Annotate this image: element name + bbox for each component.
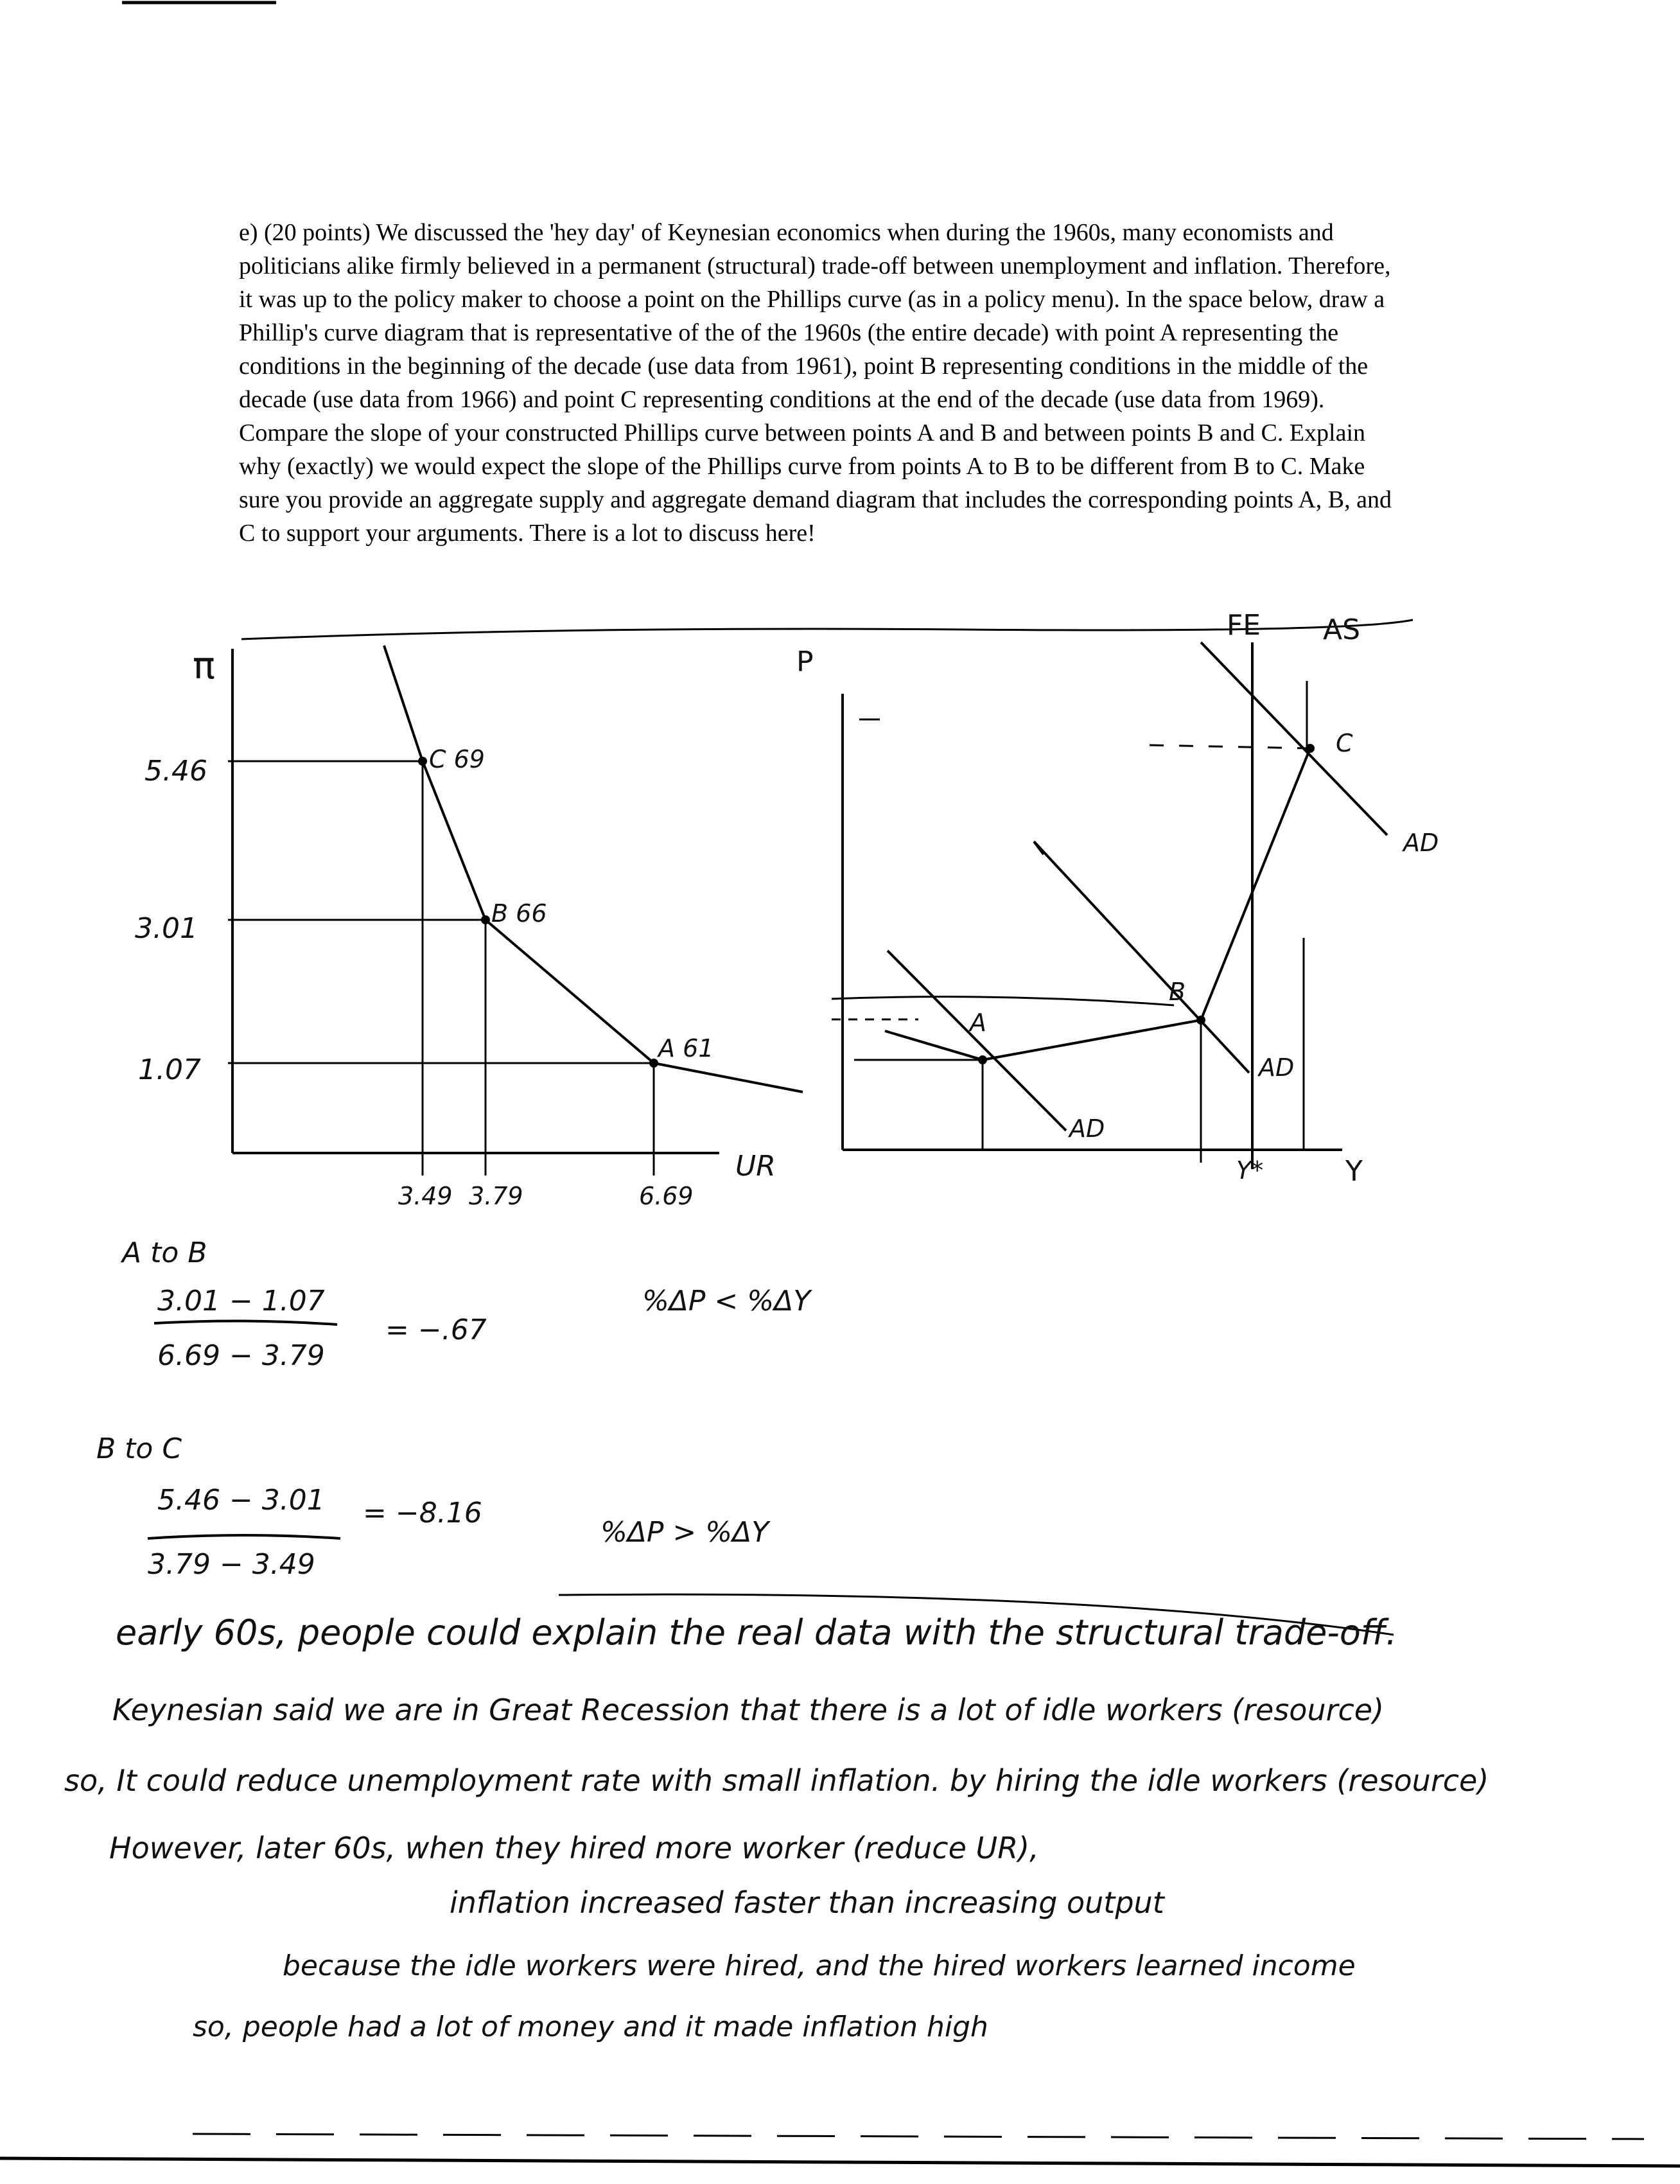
asad-point-b bbox=[1196, 1016, 1205, 1025]
fraction-bar-bc bbox=[148, 1535, 340, 1538]
label-c69: C 69 bbox=[429, 745, 485, 773]
note-line-4: However, later 60s, when they hired more worker (reduce UR), bbox=[109, 1831, 1039, 1865]
b-to-c-denominator: 3.79 − 3.49 bbox=[148, 1548, 315, 1581]
b-to-c-numerator: 5.46 − 3.01 bbox=[157, 1484, 325, 1517]
guide-c-dashed bbox=[1150, 745, 1310, 748]
guide-b-horizontal bbox=[832, 997, 1174, 1005]
point-b bbox=[481, 915, 490, 924]
y-tick-107: 1.07 bbox=[138, 1053, 201, 1086]
a-to-b-numerator: 3.01 − 1.07 bbox=[157, 1285, 325, 1317]
label-b66: B 66 bbox=[491, 899, 547, 928]
scan-bottom-edge bbox=[0, 2158, 1680, 2166]
asad-y-label: P bbox=[796, 646, 814, 678]
fe-label: FE bbox=[1227, 609, 1261, 642]
a-to-b-compare: %ΔP < %ΔY bbox=[642, 1285, 811, 1317]
yf-label: Y* bbox=[1236, 1156, 1264, 1184]
asad-label-b: B bbox=[1169, 978, 1186, 1006]
asad-x-label: Y bbox=[1345, 1155, 1363, 1188]
phillips-x-label: UR bbox=[735, 1150, 776, 1183]
ad-curve-2-tip bbox=[1034, 841, 1044, 854]
a-to-b-denominator: 6.69 − 3.79 bbox=[157, 1339, 325, 1372]
note-line-7: so, people had a lot of money and it made inflation high bbox=[193, 2011, 988, 2043]
asad-label-c: C bbox=[1336, 729, 1353, 757]
bottom-line bbox=[193, 2134, 1644, 2139]
note-line-5: inflation increased faster than increasing output bbox=[450, 1885, 1164, 1920]
b-to-c-result: = −8.16 bbox=[363, 1497, 482, 1529]
x-tick-669: 6.69 bbox=[639, 1182, 694, 1210]
note-line-6: because the idle workers were hired, and the hired workers learned income bbox=[283, 1950, 1356, 1982]
ad-label-1: AD bbox=[1069, 1114, 1105, 1143]
b-to-c-compare: %ΔP > %ΔY bbox=[600, 1516, 769, 1549]
point-c bbox=[418, 757, 427, 766]
y-tick-546: 5.46 bbox=[144, 755, 207, 788]
phillips-y-label: π bbox=[193, 644, 215, 687]
as-label: AS bbox=[1323, 613, 1361, 646]
question-text: e) (20 points) We discussed the 'hey day' of Keynesian economics when during the 1960s, many economists and politicians alike firmly believed in a permanent (structural) trade-off between unemployment and inflation. Therefore, it was up to the policy maker to choose a point on the Phillips curve (as in a policy menu). In the space below, draw a Phillip's curve diagram that is representative of the of the 1960s (the entire decade) with point A representing the conditions in the beginning of the decade (use data from 1961), point B representing conditions in the middle of the decade (use data from 1966) and point C representing conditions at the end of the decade (use data from 1969). Compare the slope of your constructed Phillips curve between points A and B and between points B and C. Explain why (exactly) we would expect the slope of the Phillips curve from points A to B to be different from B to C. Make sure you provide an aggregate supply and aggregate demand diagram that includes the corresponding points A, B, and C to support your arguments. There is a lot to discuss here! bbox=[239, 219, 1392, 547]
b-to-c-heading: B to C bbox=[96, 1432, 182, 1465]
note-line-1: early 60s, people could explain the real data with the structural trade-off. bbox=[116, 1612, 1397, 1653]
ad-curve-3 bbox=[1201, 642, 1387, 835]
note-line-2: Keynesian said we are in Great Recession that there is a lot of idle workers (resource) bbox=[112, 1693, 1385, 1727]
ad-label-2: AD bbox=[1259, 1053, 1295, 1082]
asad-point-a bbox=[978, 1055, 987, 1064]
phillips-curve bbox=[384, 646, 803, 1092]
ad-label-3: AD bbox=[1403, 829, 1439, 857]
asad-point-c bbox=[1306, 744, 1315, 753]
asad-diagram bbox=[832, 642, 1387, 1169]
a-to-b-heading: A to B bbox=[122, 1237, 207, 1269]
x-tick-349: 3.49 bbox=[398, 1182, 453, 1210]
ad-curve-2 bbox=[1034, 841, 1249, 1073]
a-to-b-result: = −.67 bbox=[385, 1314, 487, 1346]
y-tick-301: 3.01 bbox=[135, 912, 198, 945]
note-line-3: so, It could reduce unemployment rate with small inflation. by hiring the idle workers (resource) bbox=[64, 1763, 1489, 1798]
fraction-bar-ab bbox=[154, 1321, 337, 1325]
x-tick-379: 3.79 bbox=[469, 1182, 523, 1210]
asad-label-a: A bbox=[970, 1008, 986, 1037]
label-a61: A 61 bbox=[658, 1034, 714, 1062]
point-a bbox=[649, 1059, 658, 1068]
